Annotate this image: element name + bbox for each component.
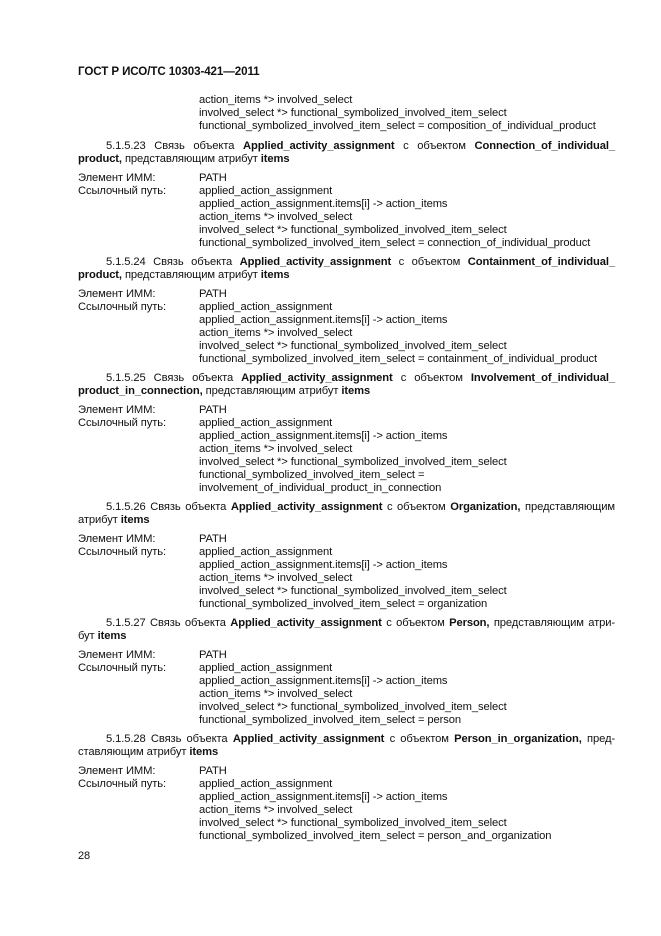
section-heading-cont: бут items [78,630,127,642]
ref-path-label: Ссылочный путь: [78,546,166,558]
preface-line: involved_select *> functional_symbolized_involved_item_select [199,107,507,119]
path-line: action_items *> involved_select [199,572,353,584]
element-label: Элемент ИММ: [78,172,156,184]
path-line: action_items *> involved_select [199,443,353,455]
section-heading: 5.1.5.28 Связь объекта Applied_activity_assignment с объектом Person_in_organization, пред- [106,733,616,745]
path-line: involved_select *> functional_symbolized_involved_item_select [199,585,507,597]
path-line: involved_select *> functional_symbolized_involved_item_select [199,224,507,236]
path-line: applied_action_assignment.items[i] -> action_items [199,430,448,442]
path-line: involvement_of_individual_product_in_connection [199,482,442,494]
path-line: applied_action_assignment [199,185,333,197]
element-value: PATH [199,533,227,545]
path-line: involved_select *> functional_symbolized_involved_item_select [199,340,507,352]
element-label: Элемент ИММ: [78,533,156,545]
path-line: applied_action_assignment [199,417,333,429]
path-line: functional_symbolized_involved_item_select = [199,469,425,481]
path-line: action_items *> involved_select [199,327,353,339]
page-title: ГОСТ Р ИСО/ТС 10303-421—2011 [78,65,260,78]
section-heading-cont: атрибут items [78,514,150,526]
page-number: 28 [78,850,91,862]
path-line: applied_action_assignment.items[i] -> action_items [199,198,448,210]
element-value: PATH [199,288,227,300]
path-line: action_items *> involved_select [199,688,353,700]
path-line: functional_symbolized_involved_item_select = person [199,714,462,726]
path-line: involved_select *> functional_symbolized_involved_item_select [199,701,507,713]
element-value: PATH [199,649,227,661]
section-heading-cont: product, представляющим атрибут items [78,153,290,165]
path-line: applied_action_assignment.items[i] -> action_items [199,559,448,571]
path-line: functional_symbolized_involved_item_select = person_and_organization [199,830,552,842]
section-heading-cont: product_in_connection, представляющим атрибут items [78,385,371,397]
preface-line: functional_symbolized_involved_item_select = composition_of_individual_product [199,120,596,132]
path-line: action_items *> involved_select [199,211,353,223]
element-label: Элемент ИММ: [78,765,156,777]
section-heading: 5.1.5.25 Связь объекта Applied_activity_assignment с объектом Involvement_of_individual_ [106,372,615,384]
path-line: applied_action_assignment.items[i] -> action_items [199,675,448,687]
section-heading: 5.1.5.24 Связь объекта Applied_activity_assignment с объектом Containment_of_individual_ [106,256,615,268]
element-label: Элемент ИММ: [78,649,156,661]
section-heading-cont: ставляющим атрибут items [78,746,219,758]
path-line: applied_action_assignment [199,301,333,313]
ref-path-label: Ссылочный путь: [78,185,166,197]
element-value: PATH [199,765,227,777]
section-heading-cont: product, представляющим атрибут items [78,269,290,281]
path-line: action_items *> involved_select [199,804,353,816]
path-line: functional_symbolized_involved_item_select = organization [199,598,488,610]
ref-path-label: Ссылочный путь: [78,662,166,674]
element-value: PATH [199,404,227,416]
ref-path-label: Ссылочный путь: [78,417,166,429]
path-line: applied_action_assignment.items[i] -> action_items [199,791,448,803]
section-heading: 5.1.5.26 Связь объекта Applied_activity_assignment с объектом Organization, представляющим [106,501,616,513]
ref-path-label: Ссылочный путь: [78,301,166,313]
path-line: functional_symbolized_involved_item_select = containment_of_individual_product [199,353,597,365]
path-line: involved_select *> functional_symbolized_involved_item_select [199,456,507,468]
path-line: functional_symbolized_involved_item_select = connection_of_individual_product [199,237,591,249]
path-line: applied_action_assignment [199,662,333,674]
element-label: Элемент ИММ: [78,404,156,416]
section-heading: 5.1.5.23 Связь объекта Applied_activity_assignment с объектом Connection_of_individual_ [106,140,615,152]
ref-path-label: Ссылочный путь: [78,778,166,790]
path-line: applied_action_assignment [199,546,333,558]
preface-line: action_items *> involved_select [199,94,353,106]
path-line: applied_action_assignment [199,778,333,790]
path-line: involved_select *> functional_symbolized_involved_item_select [199,817,507,829]
path-line: applied_action_assignment.items[i] -> action_items [199,314,448,326]
element-value: PATH [199,172,227,184]
section-heading: 5.1.5.27 Связь объекта Applied_activity_assignment с объектом Person, представляющим атри- [106,617,616,629]
element-label: Элемент ИММ: [78,288,156,300]
